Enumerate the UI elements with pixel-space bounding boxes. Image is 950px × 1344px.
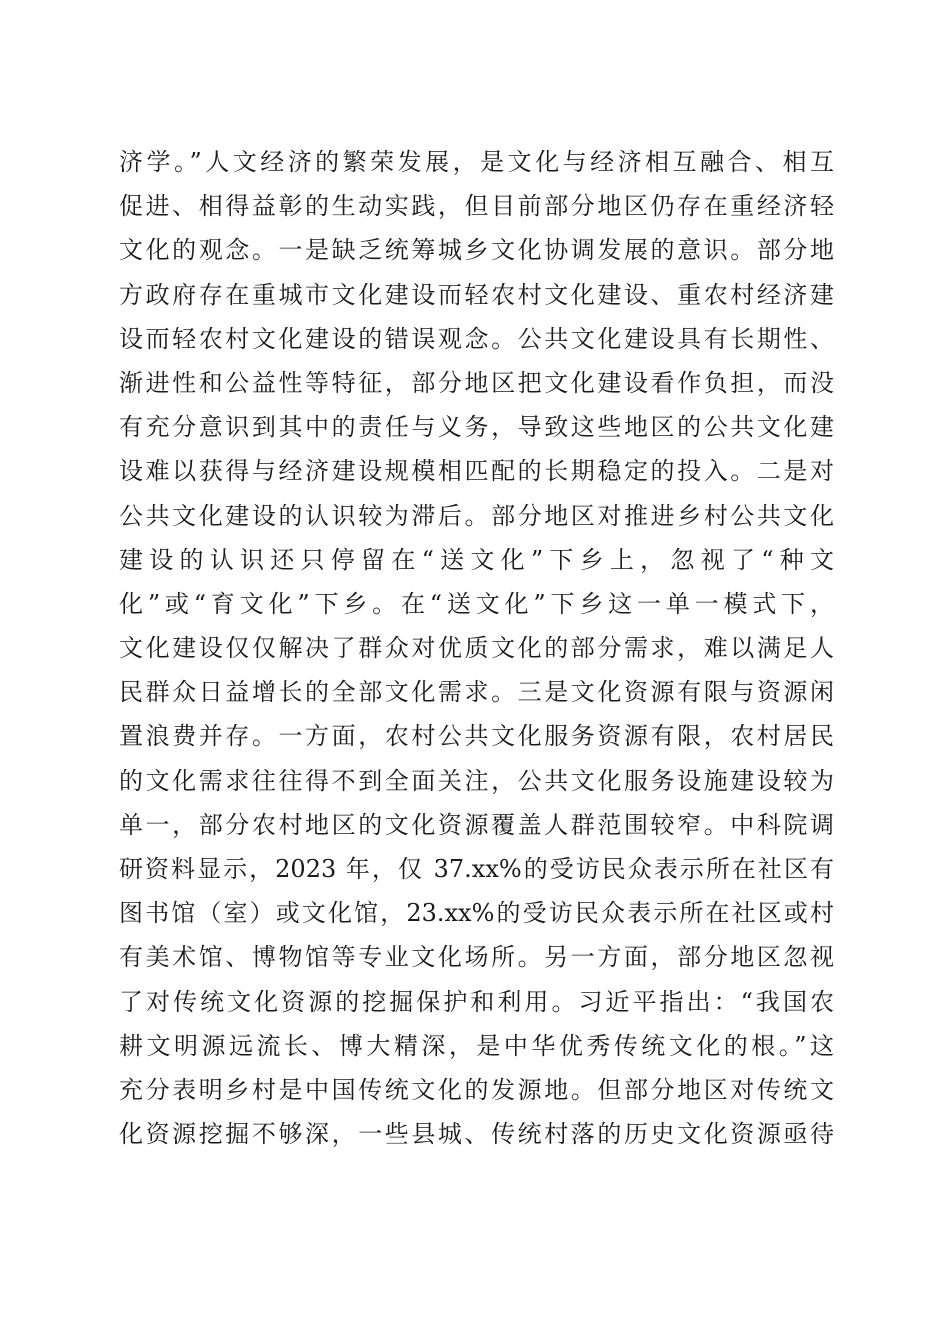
text-line: 方政府存在重城市文化建设而轻农村文化建设、重农村经济建 <box>119 280 834 309</box>
text-line: 图书馆（室）或文化馆，23.xx%的受访民众表示所在社区或村 <box>119 899 834 928</box>
text-line: 了对传统文化资源的挖掘保护和利用。习近平指出：“我国农 <box>119 987 834 1016</box>
text-line: 公共文化建设的认识较为滞后。部分地区对推进乡村公共文化 <box>119 501 834 530</box>
text-line: 有美术馆、博物馆等专业文化场所。另一方面，部分地区忽视 <box>119 943 834 972</box>
text-line: 建设的认识还只停留在“送文化”下乡上，忽视了“种文 <box>119 545 834 574</box>
text-line: 充分表明乡村是中国传统文化的发源地。但部分地区对传统文 <box>119 1075 834 1104</box>
body-text <box>119 140 834 1156</box>
text-line: 单一，部分农村地区的文化资源覆盖人群范围较窄。中科院调 <box>119 810 834 839</box>
text-line: 耕文明源远流长、博大精深，是中华优秀传统文化的根。”这 <box>119 1031 834 1060</box>
text-line: 文化建设仅仅解决了群众对优质文化的部分需求，难以满足人 <box>119 634 834 663</box>
text-line: 化”或“育文化”下乡。在“送文化”下乡这一单一模式下， <box>119 589 834 618</box>
text-line: 民群众日益增长的全部文化需求。三是文化资源有限与资源闲 <box>119 678 834 707</box>
text-line: 化资源挖掘不够深，一些县城、传统村落的历史文化资源亟待 <box>119 1120 834 1149</box>
text-line: 的文化需求往往得不到全面关注，公共文化服务设施建设较为 <box>119 766 834 795</box>
text-line: 置浪费并存。一方面，农村公共文化服务资源有限，农村居民 <box>119 722 834 751</box>
text-line: 有充分意识到其中的责任与义务，导致这些地区的公共文化建 <box>119 413 834 442</box>
text-line: 文化的观念。一是缺乏统筹城乡文化协调发展的意识。部分地 <box>119 236 834 265</box>
text-line: 渐进性和公益性等特征，部分地区把文化建设看作负担，而没 <box>119 368 834 397</box>
text-line: 济学。”人文经济的繁荣发展，是文化与经济相互融合、相互 <box>119 148 834 176</box>
text-line: 设难以获得与经济建设规模相匹配的长期稳定的投入。二是对 <box>119 457 834 486</box>
text-line: 促进、相得益彰的生动实践，但目前部分地区仍存在重经济轻 <box>119 192 834 221</box>
text-line: 设而轻农村文化建设的错误观念。公共文化建设具有长期性、 <box>119 324 834 353</box>
text-line: 研资料显示，2023 年，仅 37.xx%的受访民众表示所在社区有 <box>119 855 834 883</box>
